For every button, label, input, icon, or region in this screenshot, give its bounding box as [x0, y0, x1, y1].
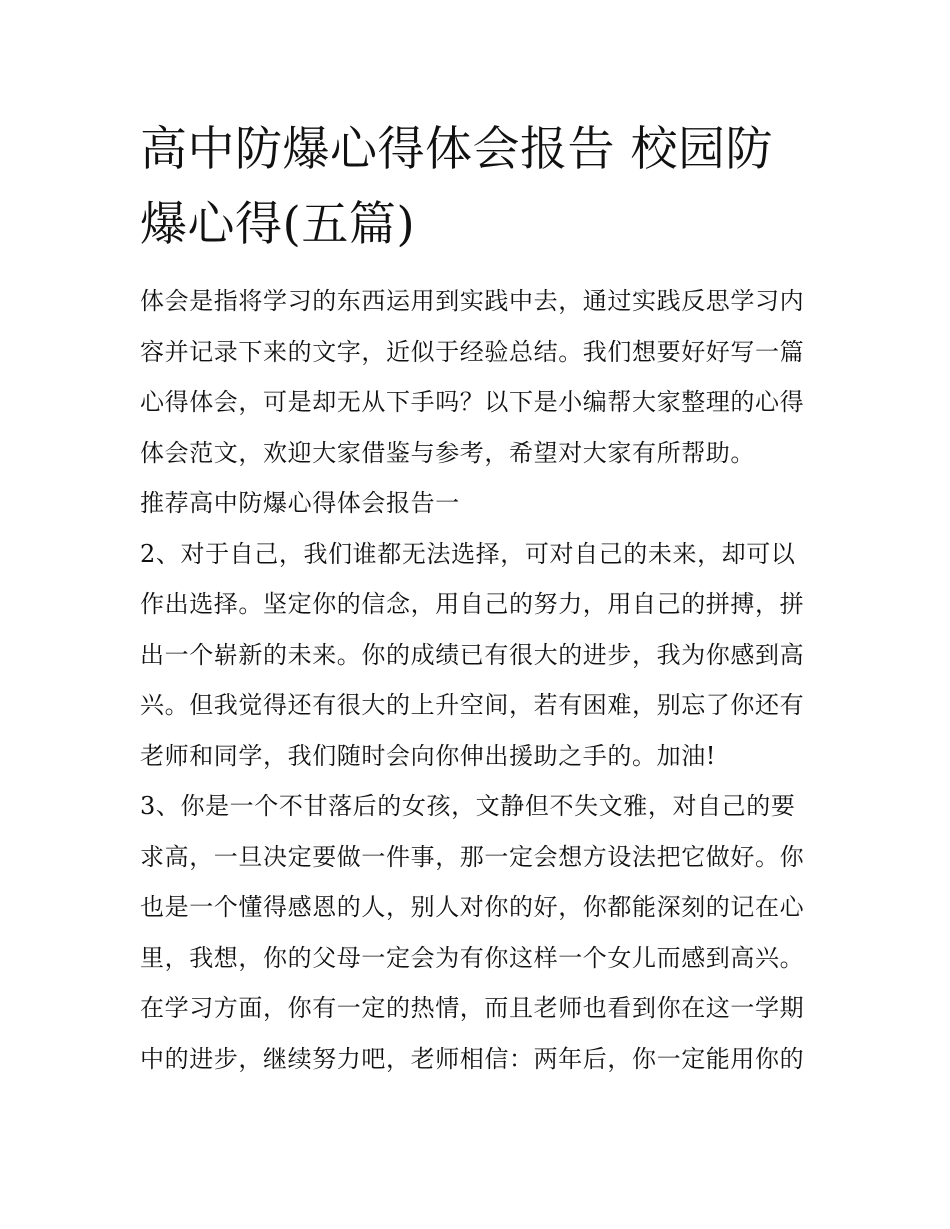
item-3-line-3: 也是一个懂得感恩的人，别人对你的好，你都能深刻的记在心	[140, 893, 805, 921]
section-heading: 推荐高中防爆心得体会报告一	[140, 489, 460, 517]
document-body	[140, 276, 820, 1084]
intro-line-1: 体会是指将学习的东西运用到实践中去，通过实践反思学习内	[140, 287, 805, 315]
title-line-1: 高中防爆心得体会报告 校园防	[140, 122, 773, 177]
item-3-line-2: 求高，一旦决定要做一件事，那一定会想方设法把它做好。你	[140, 842, 805, 871]
item-2-line-2: 作出选择。坚定你的信念，用自己的努力，用自己的拼搏，拼	[140, 590, 805, 618]
item-2-line-1: 2、对于自己，我们谁都无法选择，可对自己的未来，却可以	[140, 539, 796, 568]
item-2-line-4: 兴。但我觉得还有很大的上升空间，若有困难，别忘了你还有	[140, 691, 805, 719]
item-3-line-1: 3、你是一个不甘落后的女孩，文静但不失文雅，对自己的要	[140, 792, 796, 820]
document-title	[140, 112, 820, 262]
title-line-2: 爆心得(五篇)	[140, 197, 416, 252]
item-2-line-3: 出一个崭新的未来。你的成绩已有很大的进步，我为你感到高	[140, 640, 805, 669]
intro-line-4: 体会范文，欢迎大家借鉴与参考，希望对大家有所帮助。	[140, 438, 755, 467]
item-3-line-4: 里，我想，你的父母一定会为有你这样一个女儿而感到高兴。	[140, 943, 805, 972]
item-2-line-5: 老师和同学，我们随时会向你伸出援助之手的。加油!	[140, 741, 717, 770]
intro-line-2: 容并记录下来的文字，近似于经验总结。我们想要好好写一篇	[140, 337, 805, 366]
item-3-line-5: 在学习方面，你有一定的热情，而且老师也看到你在这一学期	[140, 994, 805, 1022]
intro-line-3: 心得体会，可是却无从下手吗？以下是小编帮大家整理的心得	[140, 388, 805, 416]
item-3-line-6: 中的进步，继续努力吧，老师相信：两年后，你一定能用你的	[140, 1044, 805, 1073]
